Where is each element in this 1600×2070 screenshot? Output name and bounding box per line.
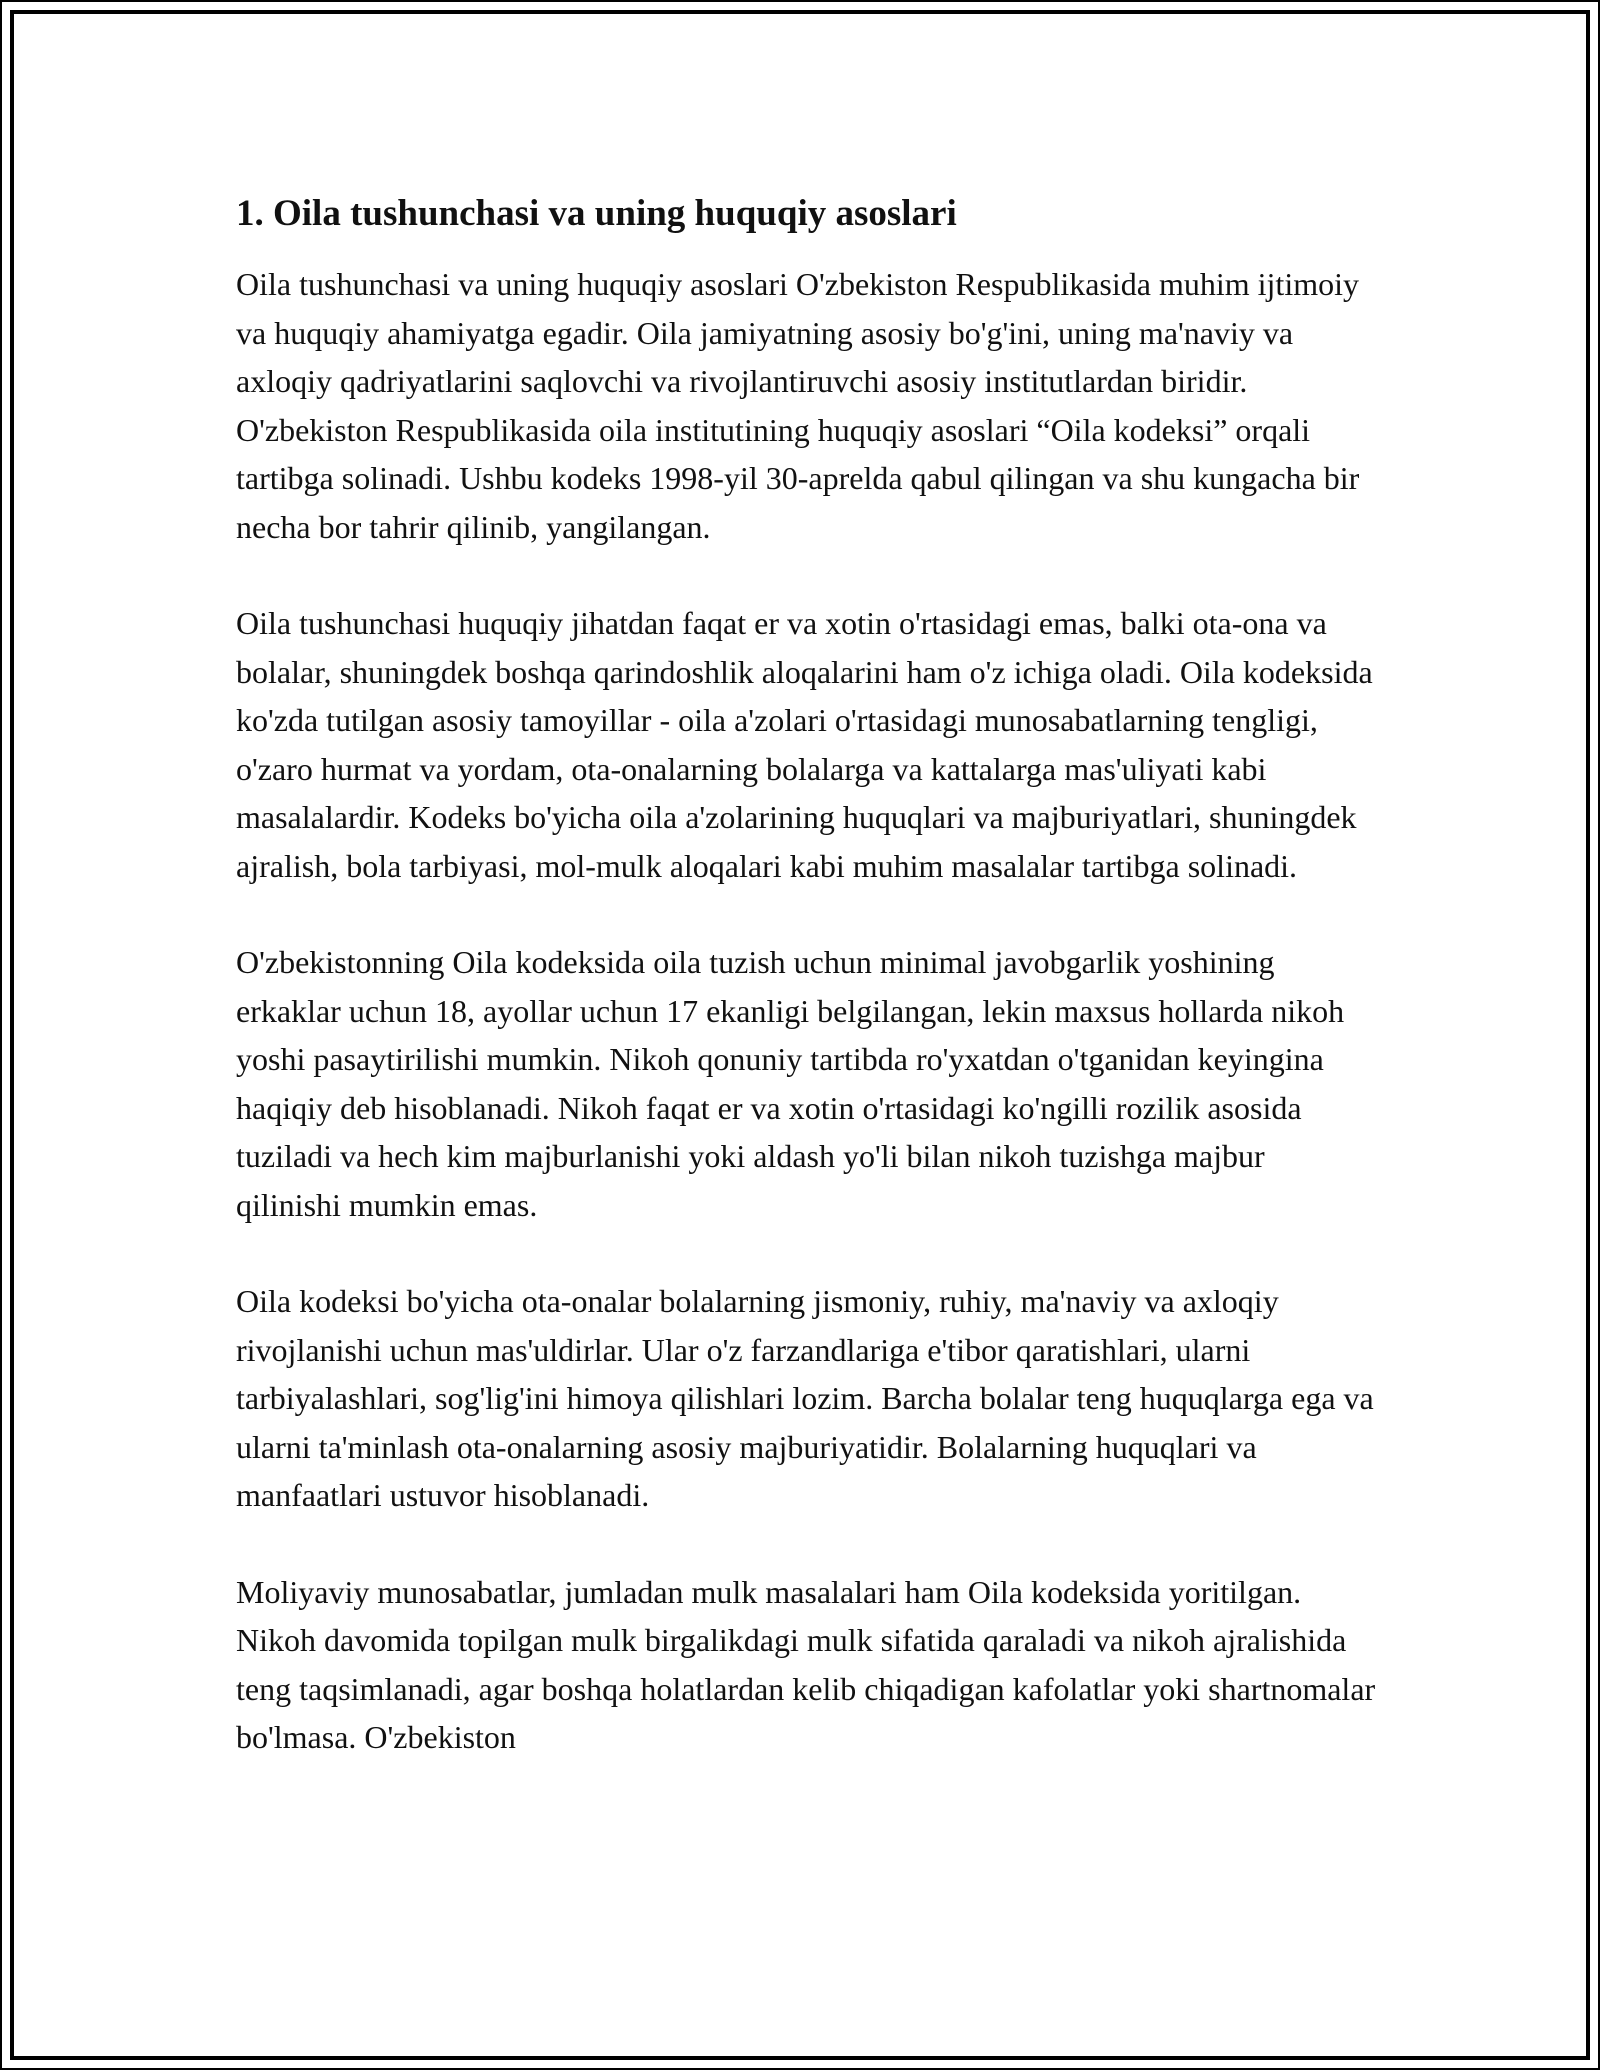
document-body [236,190,1376,1810]
paragraph-2: Oila tushunchasi huquqiy jihatdan faqat er va xotin o'rtasidagi emas, balki ota-ona va bolalar, shuningdek boshqa qarindoshlik aloqalarini ham o'z ichiga oladi. Oila kodeksida ko'zda tutilgan asosiy tamoyillar - oila a'zolari o'rtasidagi munosabatlarning tengligi, o'zaro hurmat va yordam, ota-onalarning bolalarga va kattalarga mas'uliyati kabi masalalardir. Kodeks bo'yicha oila a'zolarining huquqlari va majburiyatlari, shuningdek ajralish, bola tarbiyasi, mol-mulk aloqalari kabi muhim masalalar tartibga solinadi. [236,605,1373,884]
paragraph-1: Oila tushunchasi va uning huquqiy asoslari O'zbekiston Respublikasida muhim ijtimoiy va huquqiy ahamiyatga egadir. Oila jamiyatning asosiy bo'g'ini, uning ma'naviy va axloqiy qadriyatlarini saqlovchi va rivojlantiruvchi asosiy institutlardan biridir. O'zbekiston Respublikasida oila institutining huquqiy asoslari “Oila kodeksi” orqali tartibga solinadi. Ushbu kodeks 1998-yil 30-aprelda qabul qilingan va shu kungacha bir necha bor tahrir qilinib, yangilangan. [236,266,1360,545]
paragraph-5: Moliyaviy munosabatlar, jumladan mulk masalalari ham Oila kodeksida yoritilgan. Nikoh davomida topilgan mulk birgalikdagi mulk sifatida qaraladi va nikoh ajralishida teng taqsimlanadi, agar boshqa holatlardan kelib chiqadigan kafolatlar yoki shartnomalar bo'lmasa. O'zbekiston [236,1573,1376,1755]
paragraph-4: Oila kodeksi bo'yicha ota-onalar bolalarning jismoniy, ruhiy, ma'naviy va axloqiy rivojlanishi uchun mas'uldirlar. Ular o'z farzandlariga e'tibor qaratishlari, ularni tarbiyalashlari, sog'lig'ini himoya qilishlari lozim. Barcha bolalar teng huquqlarga ega va ularni ta'minlash ota-onalarning asosiy majburiyatidir. Bolalarning huquqlari va manfaatlari ustuvor hisoblanadi. [236,1283,1374,1513]
section-heading: 1. Oila tushunchasi va uning huquqiy asoslari [236,193,957,234]
paragraph-3: O'zbekistonning Oila kodeksida oila tuzish uchun minimal javobgarlik yoshining erkaklar uchun 18, ayollar uchun 17 ekanligi belgilangan, lekin maxsus hollarda nikoh yoshi pasaytirilishi mumkin. Nikoh qonuniy tartibda ro'yxatdan o'tganidan keyingina haqiqiy deb hisoblanadi. Nikoh faqat er va xotin o'rtasidagi ko'ngilli rozilik asosida tuziladi va hech kim majburlanishi yoki aldash yo'li bilan nikoh tuzishga majbur qilinishi mumkin emas. [236,944,1345,1223]
